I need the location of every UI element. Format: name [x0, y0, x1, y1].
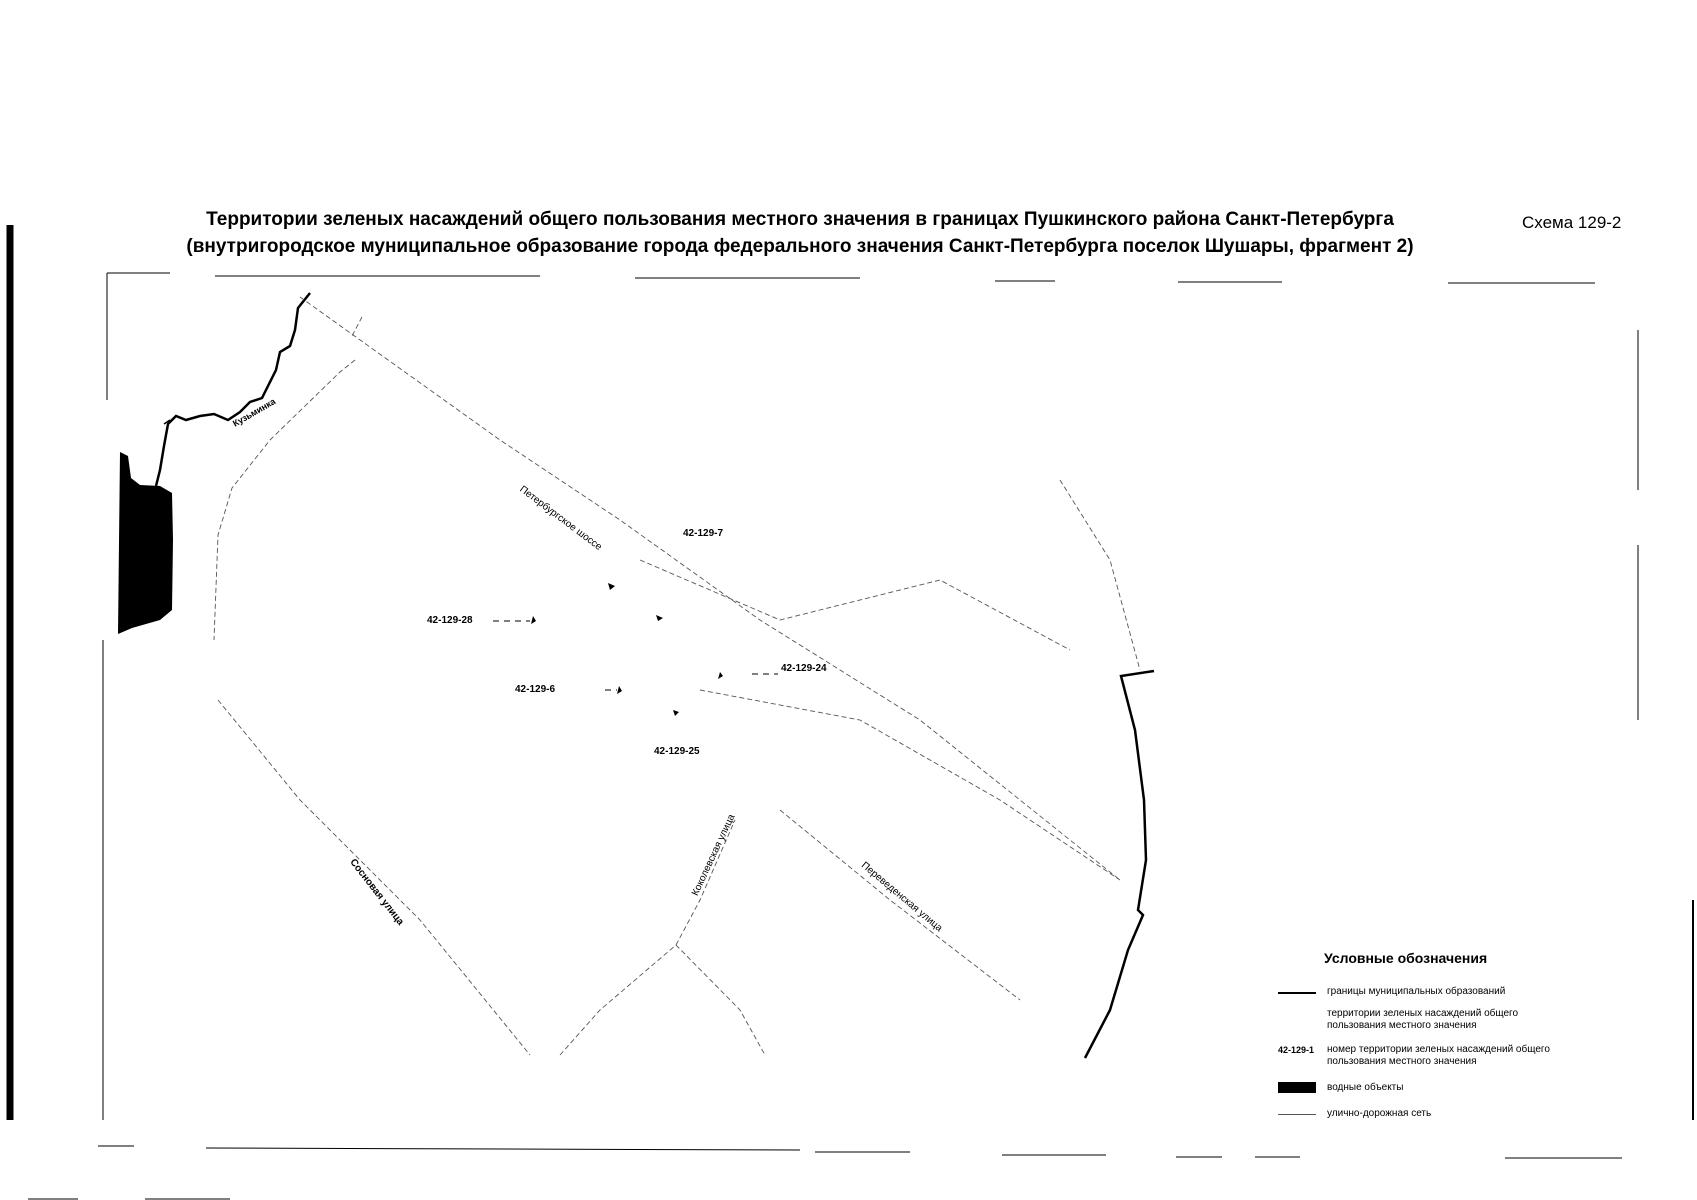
water-symbol: [1278, 1082, 1316, 1093]
road-network: [214, 297, 1140, 1055]
territory-label-42-129-6[interactable]: 42-129-6: [515, 684, 556, 695]
legend-item-green-territory: [1270, 1008, 1570, 1038]
leader-lines: [493, 621, 778, 690]
scheme-number: Схема 129-2: [1522, 213, 1622, 232]
legend-label: границы муниципальных образований: [1327, 986, 1506, 997]
territory-markers: [531, 583, 723, 716]
legend-label: территории зеленых насаждений общего пользования местного значения: [1327, 1008, 1519, 1031]
road-symbol: [1278, 1114, 1316, 1115]
municipal-boundary: [1085, 671, 1154, 1058]
street-label-pereyezdnaya: Переведенская улица: [858, 860, 945, 935]
river-label: Кузьминка: [231, 396, 278, 429]
title-line-2: (внутригородское муниципальное образование города федерального значения Санкт-Петербурга поселок Шушары, фрагмент 2): [186, 236, 1414, 257]
boundary-symbol: [1278, 992, 1316, 994]
green-territory-symbol: [1278, 1010, 1316, 1026]
legend-item-roads: [1270, 1108, 1570, 1138]
territory-label-42-129-25[interactable]: 42-129-25: [654, 746, 700, 757]
territory-number-symbol: 42-129-1: [1278, 1045, 1315, 1055]
title-line-1: Территории зеленых насаждений общего пользования местного значения в границах Пушкинского района Санкт-Петербурга: [206, 209, 1394, 230]
legend-title: Условные обозначения: [1324, 950, 1488, 966]
territory-label-42-129-7[interactable]: 42-129-7: [683, 528, 724, 539]
territory-label-42-129-24[interactable]: 42-129-24: [781, 663, 827, 674]
water-body: [118, 452, 173, 634]
street-label-sosnovaya: Сосновая улица: [347, 857, 406, 928]
legend-label: улично-дорожная сеть: [1327, 1108, 1432, 1119]
street-label-kokkolevskaya: Коколевская улица: [690, 812, 738, 898]
territory-label-42-129-28[interactable]: 42-129-28: [427, 615, 473, 626]
river-line: [156, 293, 310, 486]
legend-item-territory-number: [1270, 1044, 1570, 1074]
legend-label: номер территории зеленых насаждений общего пользования местного значения: [1327, 1044, 1550, 1067]
street-label-peterburgskoe: Петербургское шоссе: [517, 484, 604, 553]
legend-label: водные объекты: [1327, 1082, 1404, 1093]
